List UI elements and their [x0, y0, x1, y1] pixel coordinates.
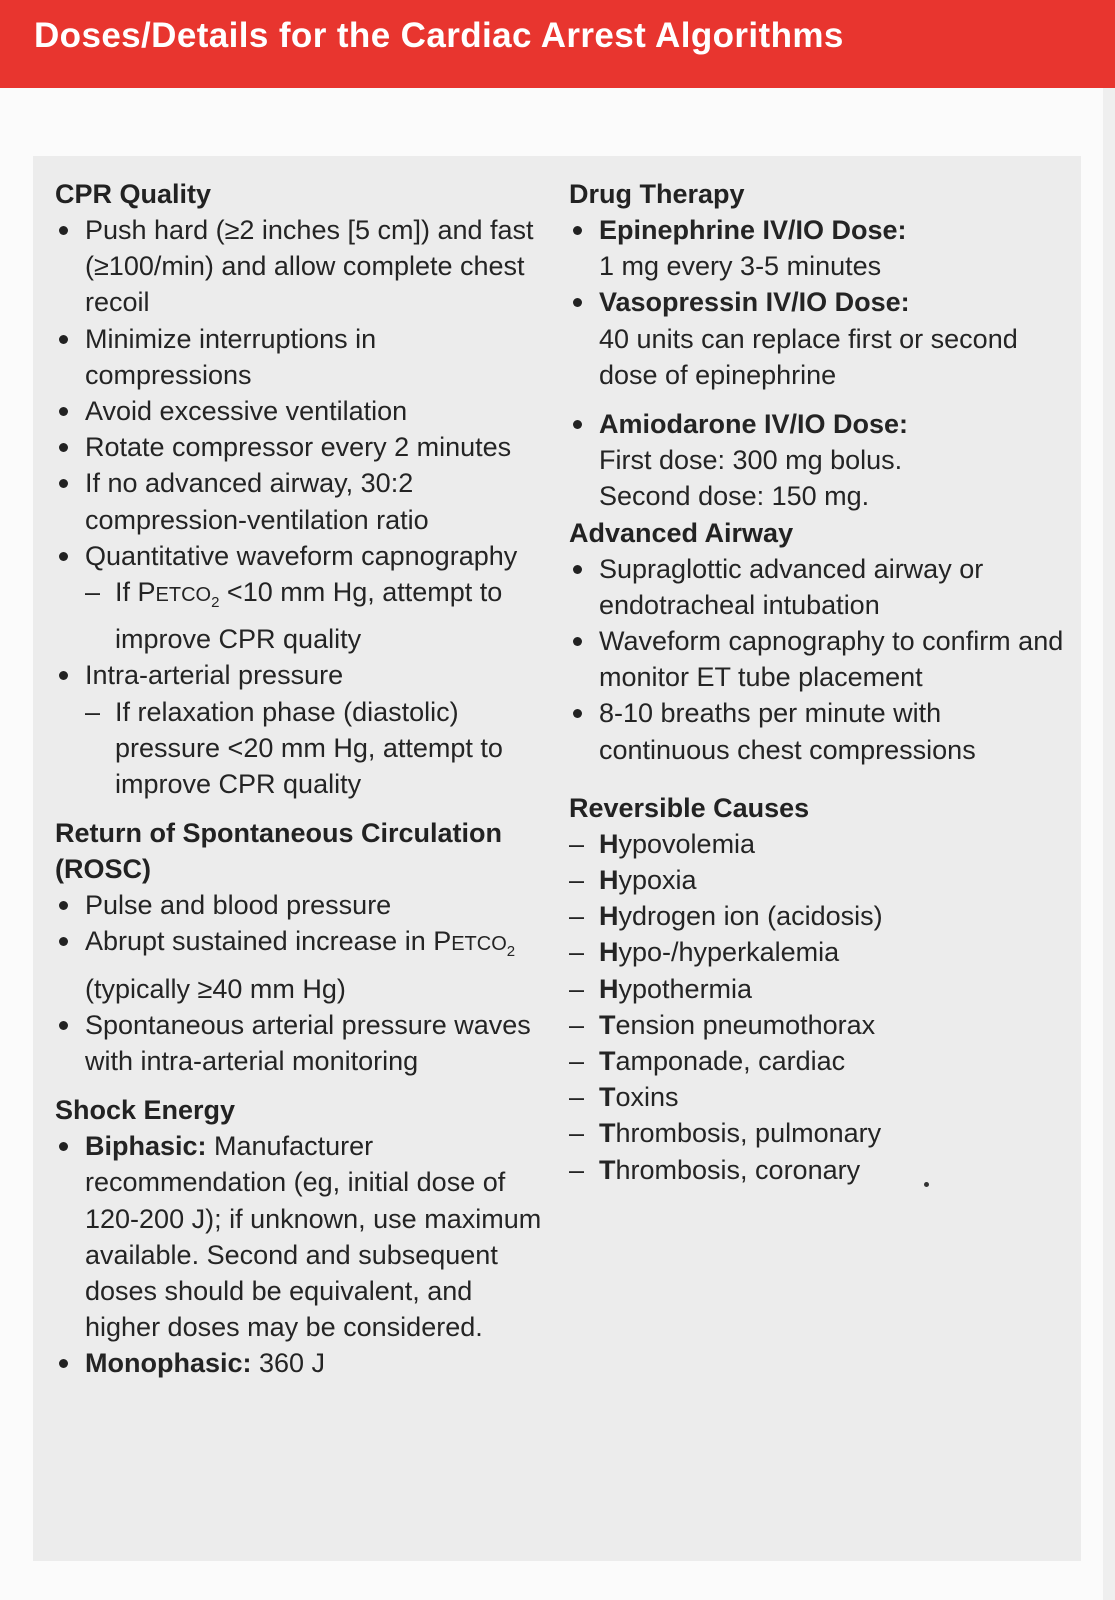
amiodarone-label: Amiodarone IV/IO Dose: [599, 409, 909, 440]
cause-rest: hrombosis, coronary [615, 1154, 861, 1185]
cause-initial: T [599, 1009, 616, 1040]
cause-rest: ydrogen ion (acidosis) [618, 901, 883, 932]
list-item [55, 1345, 550, 1381]
left-column [55, 176, 550, 1382]
list-item [569, 898, 1069, 934]
list-item: Supraglottic advanced airway or endotracheal intubation [569, 551, 1069, 623]
vasopressin-dose: 40 units can replace first or second dose of epinephrine [599, 323, 1018, 390]
list-item [569, 284, 1069, 393]
list-item: If no advanced airway, 30:2 compression-ventilation ratio [55, 465, 550, 537]
cause-rest: ypothermia [618, 973, 753, 1004]
sub-item: – If relaxation phase (diastolic) pressure <20 mm Hg, attempt to improve CPR quality [85, 694, 550, 803]
list-item: Rotate compressor every 2 minutes [55, 429, 550, 465]
cause-initial: T [599, 1046, 616, 1077]
list-item: 8-10 breaths per minute with continuous chest compressions [569, 695, 1069, 767]
list-item [55, 657, 550, 802]
cause-rest: hrombosis, pulmonary [615, 1118, 882, 1149]
title-bar [0, 0, 1115, 88]
petco-smallcaps: ETCO [451, 933, 507, 956]
drug-therapy-list [569, 212, 1069, 515]
list-item [569, 934, 1069, 970]
cause-initial: H [599, 828, 619, 859]
reversible-causes-list [569, 826, 1069, 1188]
monophasic-label: Monophasic: [85, 1348, 252, 1379]
arterial-label: Intra-arterial pressure [85, 660, 344, 691]
list-item [55, 538, 550, 658]
subscript-two: 2 [211, 594, 220, 612]
capnography-label: Quantitative waveform capnography [85, 540, 518, 571]
cause-rest: oxins [615, 1082, 679, 1113]
right-column [569, 176, 1069, 1188]
cpr-quality-heading: CPR Quality [55, 179, 212, 209]
monophasic-text: 360 J [251, 1348, 326, 1379]
list-item [569, 971, 1069, 1007]
page-edge [1103, 88, 1115, 1600]
sub-item [85, 574, 550, 657]
cause-initial: H [599, 973, 619, 1004]
list-item [569, 1115, 1069, 1151]
amiodarone-first-dose: First dose: 300 mg bolus. [599, 445, 903, 476]
list-item [55, 1128, 550, 1345]
list-item: Avoid excessive ventilation [55, 393, 550, 429]
drug-therapy-heading: Drug Therapy [569, 179, 745, 209]
vasopressin-label: Vasopressin IV/IO Dose: [599, 287, 910, 318]
capnography-sublist [85, 574, 550, 657]
sub-text: If P [115, 577, 156, 608]
cause-initial: H [599, 901, 619, 932]
list-item: Push hard (≥2 inches [5 cm]) and fast (≥100/min) and allow complete chest recoil [55, 212, 550, 321]
list-item [569, 1152, 1069, 1188]
cause-rest: ension pneumothorax [615, 1009, 876, 1040]
cause-initial: T [599, 1118, 616, 1149]
arterial-sublist [85, 694, 550, 803]
stray-dot [924, 1182, 929, 1187]
cpr-quality-list [55, 212, 550, 802]
amiodarone-second-dose: Second dose: 150 mg. [599, 481, 870, 512]
list-item [569, 1079, 1069, 1115]
cause-rest: amponade, cardiac [615, 1046, 846, 1077]
rosc-heading: Return of Spontaneous Circulation (ROSC) [55, 818, 503, 885]
list-item: Pulse and blood pressure [55, 887, 550, 923]
list-item [55, 923, 550, 1006]
cause-rest: ypoxia [618, 865, 697, 896]
cause-initial: H [599, 865, 619, 896]
subscript-two: 2 [506, 943, 516, 961]
epinephrine-label: Epinephrine IV/IO Dose: [599, 215, 907, 245]
list-item [569, 826, 1069, 862]
advanced-airway-list [569, 551, 1069, 768]
item-text: (typically ≥40 mm Hg) [85, 973, 346, 1004]
cause-initial: T [599, 1082, 616, 1113]
list-item [569, 1043, 1069, 1079]
advanced-airway-heading: Advanced Airway [569, 517, 794, 548]
cause-rest: ypo-/hyperkalemia [618, 937, 840, 968]
list-item: Spontaneous arterial pressure waves with intra-arterial monitoring [55, 1007, 550, 1079]
list-item: Minimize interruptions in compressions [55, 321, 550, 393]
sub-text: <10 mm Hg, attempt to improve CPR quality [115, 577, 503, 655]
shock-energy-list [55, 1128, 550, 1381]
cause-rest: ypovolemia [618, 828, 756, 859]
biphasic-label: Biphasic: [85, 1131, 207, 1162]
reversible-causes-heading: Reversible Causes [569, 792, 810, 823]
list-item [569, 212, 1069, 284]
list-item: Waveform capnography to confirm and monitor ET tube placement [569, 623, 1069, 695]
list-item [569, 862, 1069, 898]
biphasic-text: Manufacturer recommendation (eg, initial dose of 120-200 J); if unknown, use maximum available. Second and subsequent doses should be equivalent, and higher doses may be considered. [85, 1131, 542, 1343]
list-item [569, 1007, 1069, 1043]
shock-energy-heading: Shock Energy [55, 1095, 236, 1126]
list-item [569, 406, 1069, 515]
content-panel [33, 156, 1081, 1561]
petco-smallcaps: ETCO [155, 584, 212, 607]
epinephrine-dose: 1 mg every 3-5 minutes [599, 251, 882, 282]
item-text: Abrupt sustained increase in P [85, 926, 452, 957]
cause-initial: H [599, 937, 619, 968]
rosc-list [55, 887, 550, 1079]
page-title: Doses/Details for the Cardiac Arrest Algorithms [34, 16, 844, 55]
cause-initial: T [599, 1154, 616, 1185]
